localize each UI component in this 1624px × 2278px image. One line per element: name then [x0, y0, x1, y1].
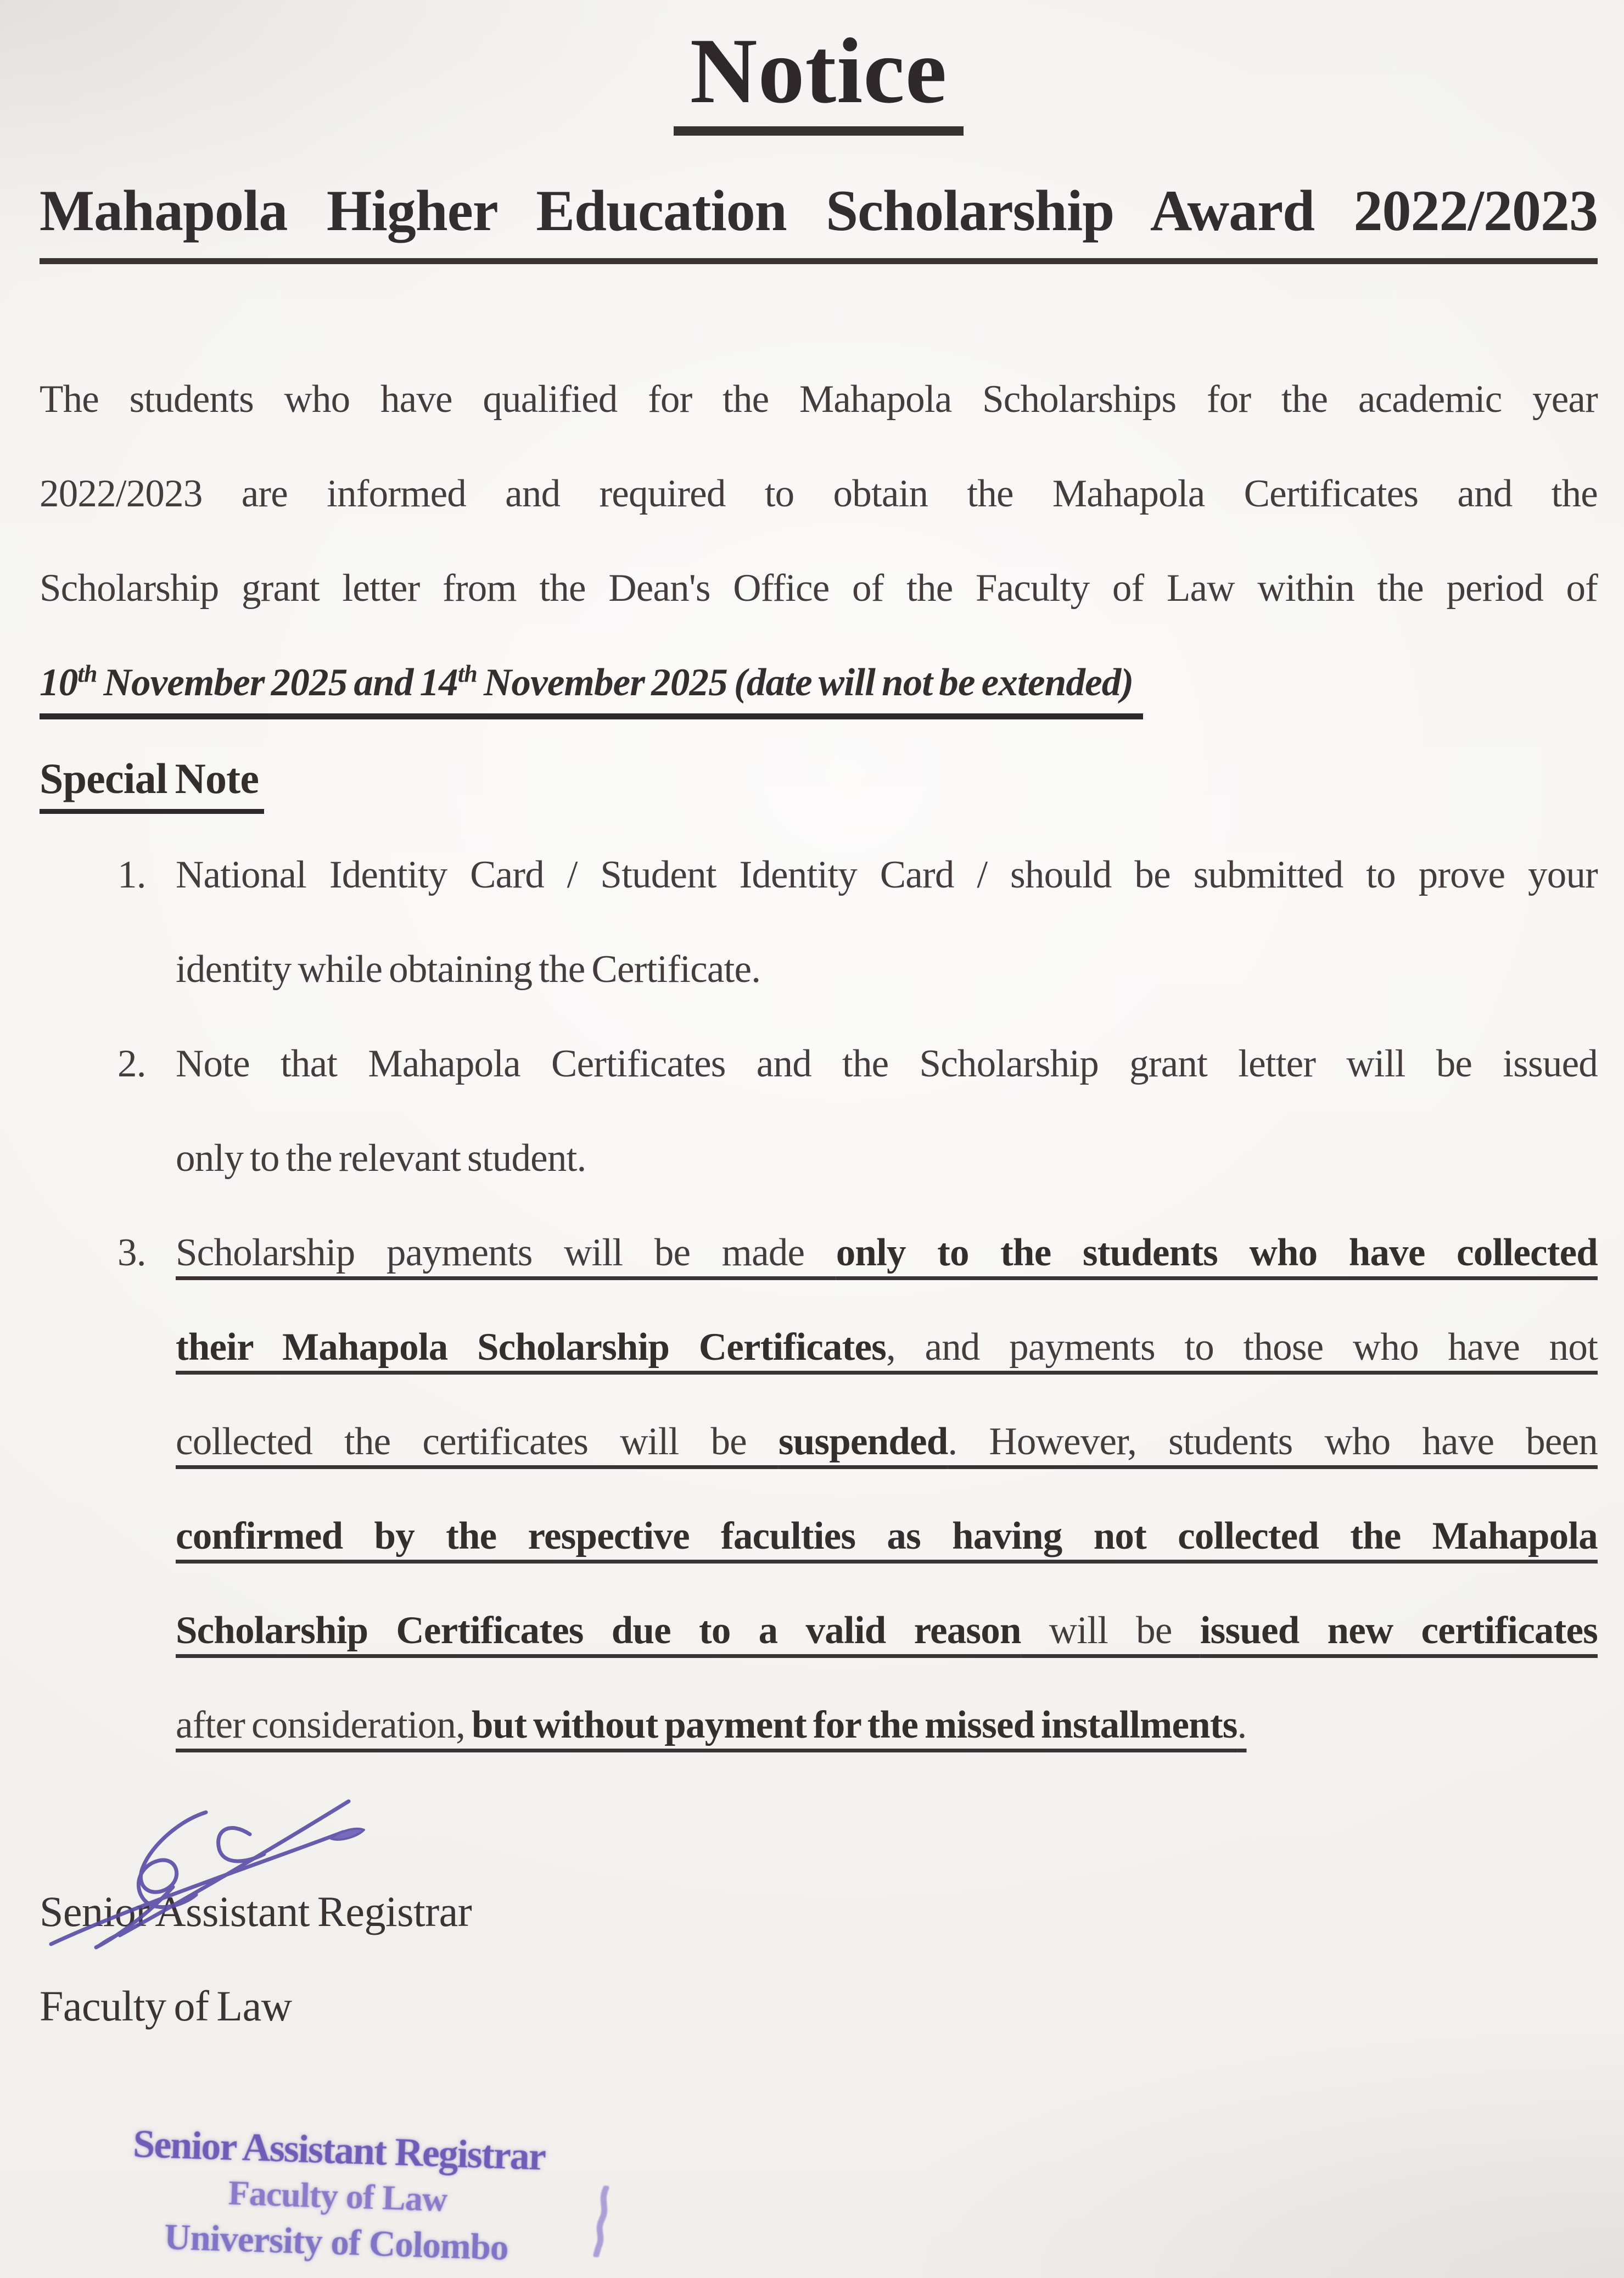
ordinal-superscript: th	[457, 660, 477, 688]
special-note-heading	[40, 733, 1598, 828]
date-line	[40, 635, 1598, 730]
text-run-bold: but without payment for the missed installments	[471, 1703, 1237, 1746]
item-line	[176, 1394, 1598, 1489]
subtitle: Mahapola Higher Education Scholarship Award 2022/2023	[40, 175, 1598, 264]
special-note-label: Special Note	[40, 755, 264, 814]
text-run-bold: their Mahapola Scholarship Certificates	[176, 1325, 886, 1369]
ordinal-superscript: th	[77, 660, 97, 688]
date-text: November 2025 and 14	[97, 661, 458, 704]
item-line	[176, 1300, 1598, 1394]
item-line	[176, 1583, 1598, 1678]
stamp-line-3: University of Colombo	[164, 2216, 509, 2268]
item-line	[176, 1678, 1598, 1772]
text-run: . However, students who have been	[948, 1420, 1598, 1463]
text-run: .	[1237, 1703, 1247, 1746]
text-run-bold: only to the students who have collected	[836, 1231, 1598, 1274]
signature-image	[32, 1769, 400, 1951]
item-line	[176, 1205, 1598, 1300]
item-line: Note that Mahapola Certificates and the Scholarship grant letter will be issued	[176, 1042, 1598, 1085]
stamp-ink-mark	[587, 2186, 620, 2257]
text-run: Scholarship payments will be made	[176, 1231, 836, 1274]
intro-line: Scholarship grant letter from the Dean's Office of the Faculty of Law within the period of	[40, 566, 1598, 610]
signatory-role: Senior Assistant Registrar	[40, 1887, 472, 1935]
stamp-line-2: Faculty of Law	[227, 2173, 448, 2219]
notice-list	[40, 828, 1598, 1772]
text-run-bold: suspended	[778, 1420, 948, 1463]
date-text: 10	[40, 661, 78, 704]
document-content	[40, 0, 1598, 2053]
text-run-bold: Scholarship Certificates due to a valid reason	[176, 1609, 1021, 1652]
text-run: , and payments to those who have not	[886, 1325, 1598, 1369]
item-line	[176, 1489, 1598, 1583]
item-line: identity while obtaining the Certificate.	[176, 947, 761, 991]
text-run-bold: confirmed by the respective faculties as having not collected the Mahapola	[176, 1514, 1598, 1557]
date-text: November 2025 (date will not be extended)	[477, 661, 1134, 704]
list-item-1	[40, 828, 1598, 1017]
text-run-bold: issued new certificates	[1200, 1609, 1598, 1652]
list-item-3	[40, 1205, 1598, 1772]
intro-paragraph	[40, 352, 1598, 635]
text-run: after consideration,	[176, 1703, 472, 1746]
intro-line: The students who have qualified for the Mahapola Scholarships for the academic year	[40, 377, 1598, 421]
official-stamp	[80, 2118, 595, 2274]
signatory-faculty: Faculty of Law	[40, 1981, 292, 2030]
intro-line: 2022/2023 are informed and required to obtain the Mahapola Certificates and the	[40, 472, 1598, 515]
stamp-line-1: Senior Assistant Registrar	[132, 2121, 546, 2179]
item-line: National Identity Card / Student Identity Card / should be submitted to prove your	[176, 853, 1598, 896]
date-range	[40, 661, 1143, 719]
item-number: 1.	[117, 853, 146, 896]
text-run: will be	[1021, 1609, 1200, 1652]
page-title: Notice	[674, 21, 964, 136]
list-item-2	[40, 1017, 1598, 1205]
item-line: only to the relevant student.	[176, 1136, 586, 1180]
item-number: 3.	[117, 1231, 146, 1274]
text-run: collected the certificates will be	[176, 1420, 779, 1463]
item-number: 2.	[117, 1042, 146, 1085]
